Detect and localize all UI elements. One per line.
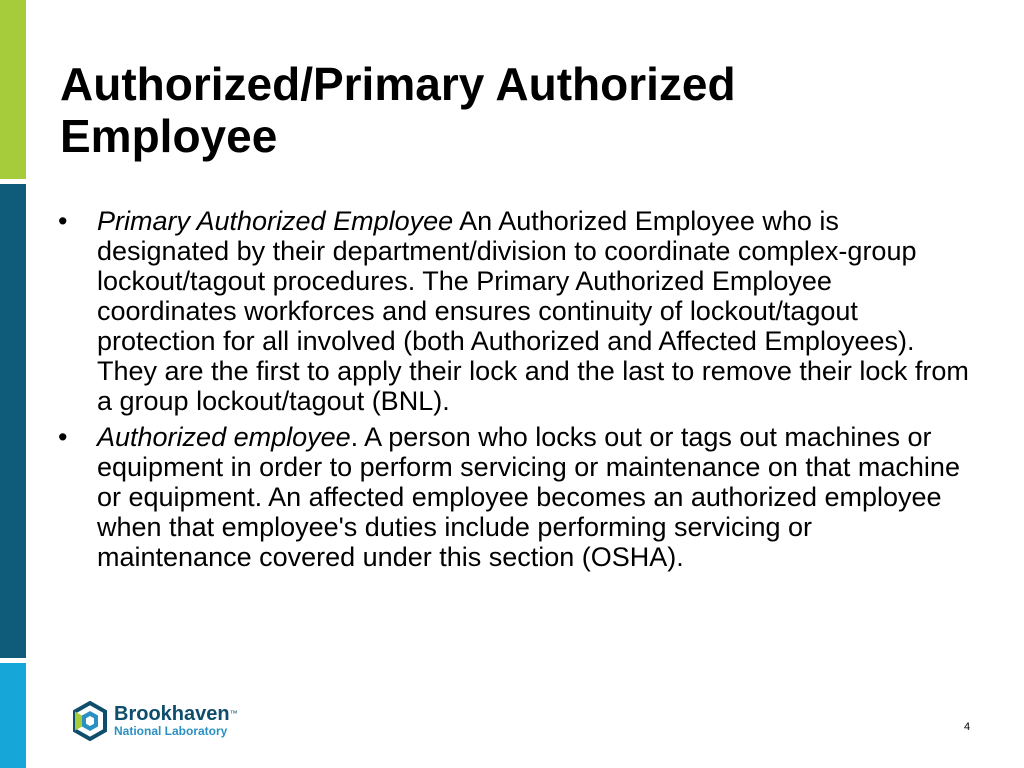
logo-trademark: ™	[229, 709, 238, 718]
bullet-term: Authorized employee	[97, 422, 351, 452]
bullet-item-primary-authorized	[58, 206, 970, 416]
bullet-list	[58, 206, 970, 578]
bullet-term: Primary Authorized Employee	[97, 206, 454, 236]
brookhaven-hexagon-icon	[72, 701, 108, 741]
accent-bar-green	[0, 0, 26, 179]
bullet-item-authorized-employee	[58, 422, 970, 572]
bullet-text: . A person who locks out or tags out machines or equipment in order to perform servicing or maintenance on that machine or equipment. An affected employee becomes an authorized employee when that employee's duties include performing servicing or maintenance covered under this section (OSHA).	[97, 422, 960, 572]
bullet-marker: •	[58, 206, 68, 236]
logo-text	[114, 704, 238, 738]
bullet-marker: •	[58, 422, 68, 452]
page-number: 4	[964, 721, 971, 733]
accent-bar-teal	[0, 184, 26, 658]
logo-subtitle: National Laboratory	[114, 724, 228, 738]
brookhaven-logo	[72, 700, 238, 742]
slide-title: Authorized/Primary Authorized Employee	[60, 58, 736, 162]
logo-name-text: Brookhaven	[114, 703, 230, 725]
accent-bar-blue	[0, 663, 26, 768]
bullet-text: An Authorized Employee who is designated by their department/division to coordinate complex-group lockout/tagout procedures. The Primary Authorized Employee coordinates workforces and ensures continuity of lockout/tagout protection for all involved (both Authorized and Affected Employees). They are the first to apply their lock and the last to remove their lock from a group lockout/tagout (BNL).	[97, 206, 969, 416]
logo-name	[114, 704, 238, 724]
